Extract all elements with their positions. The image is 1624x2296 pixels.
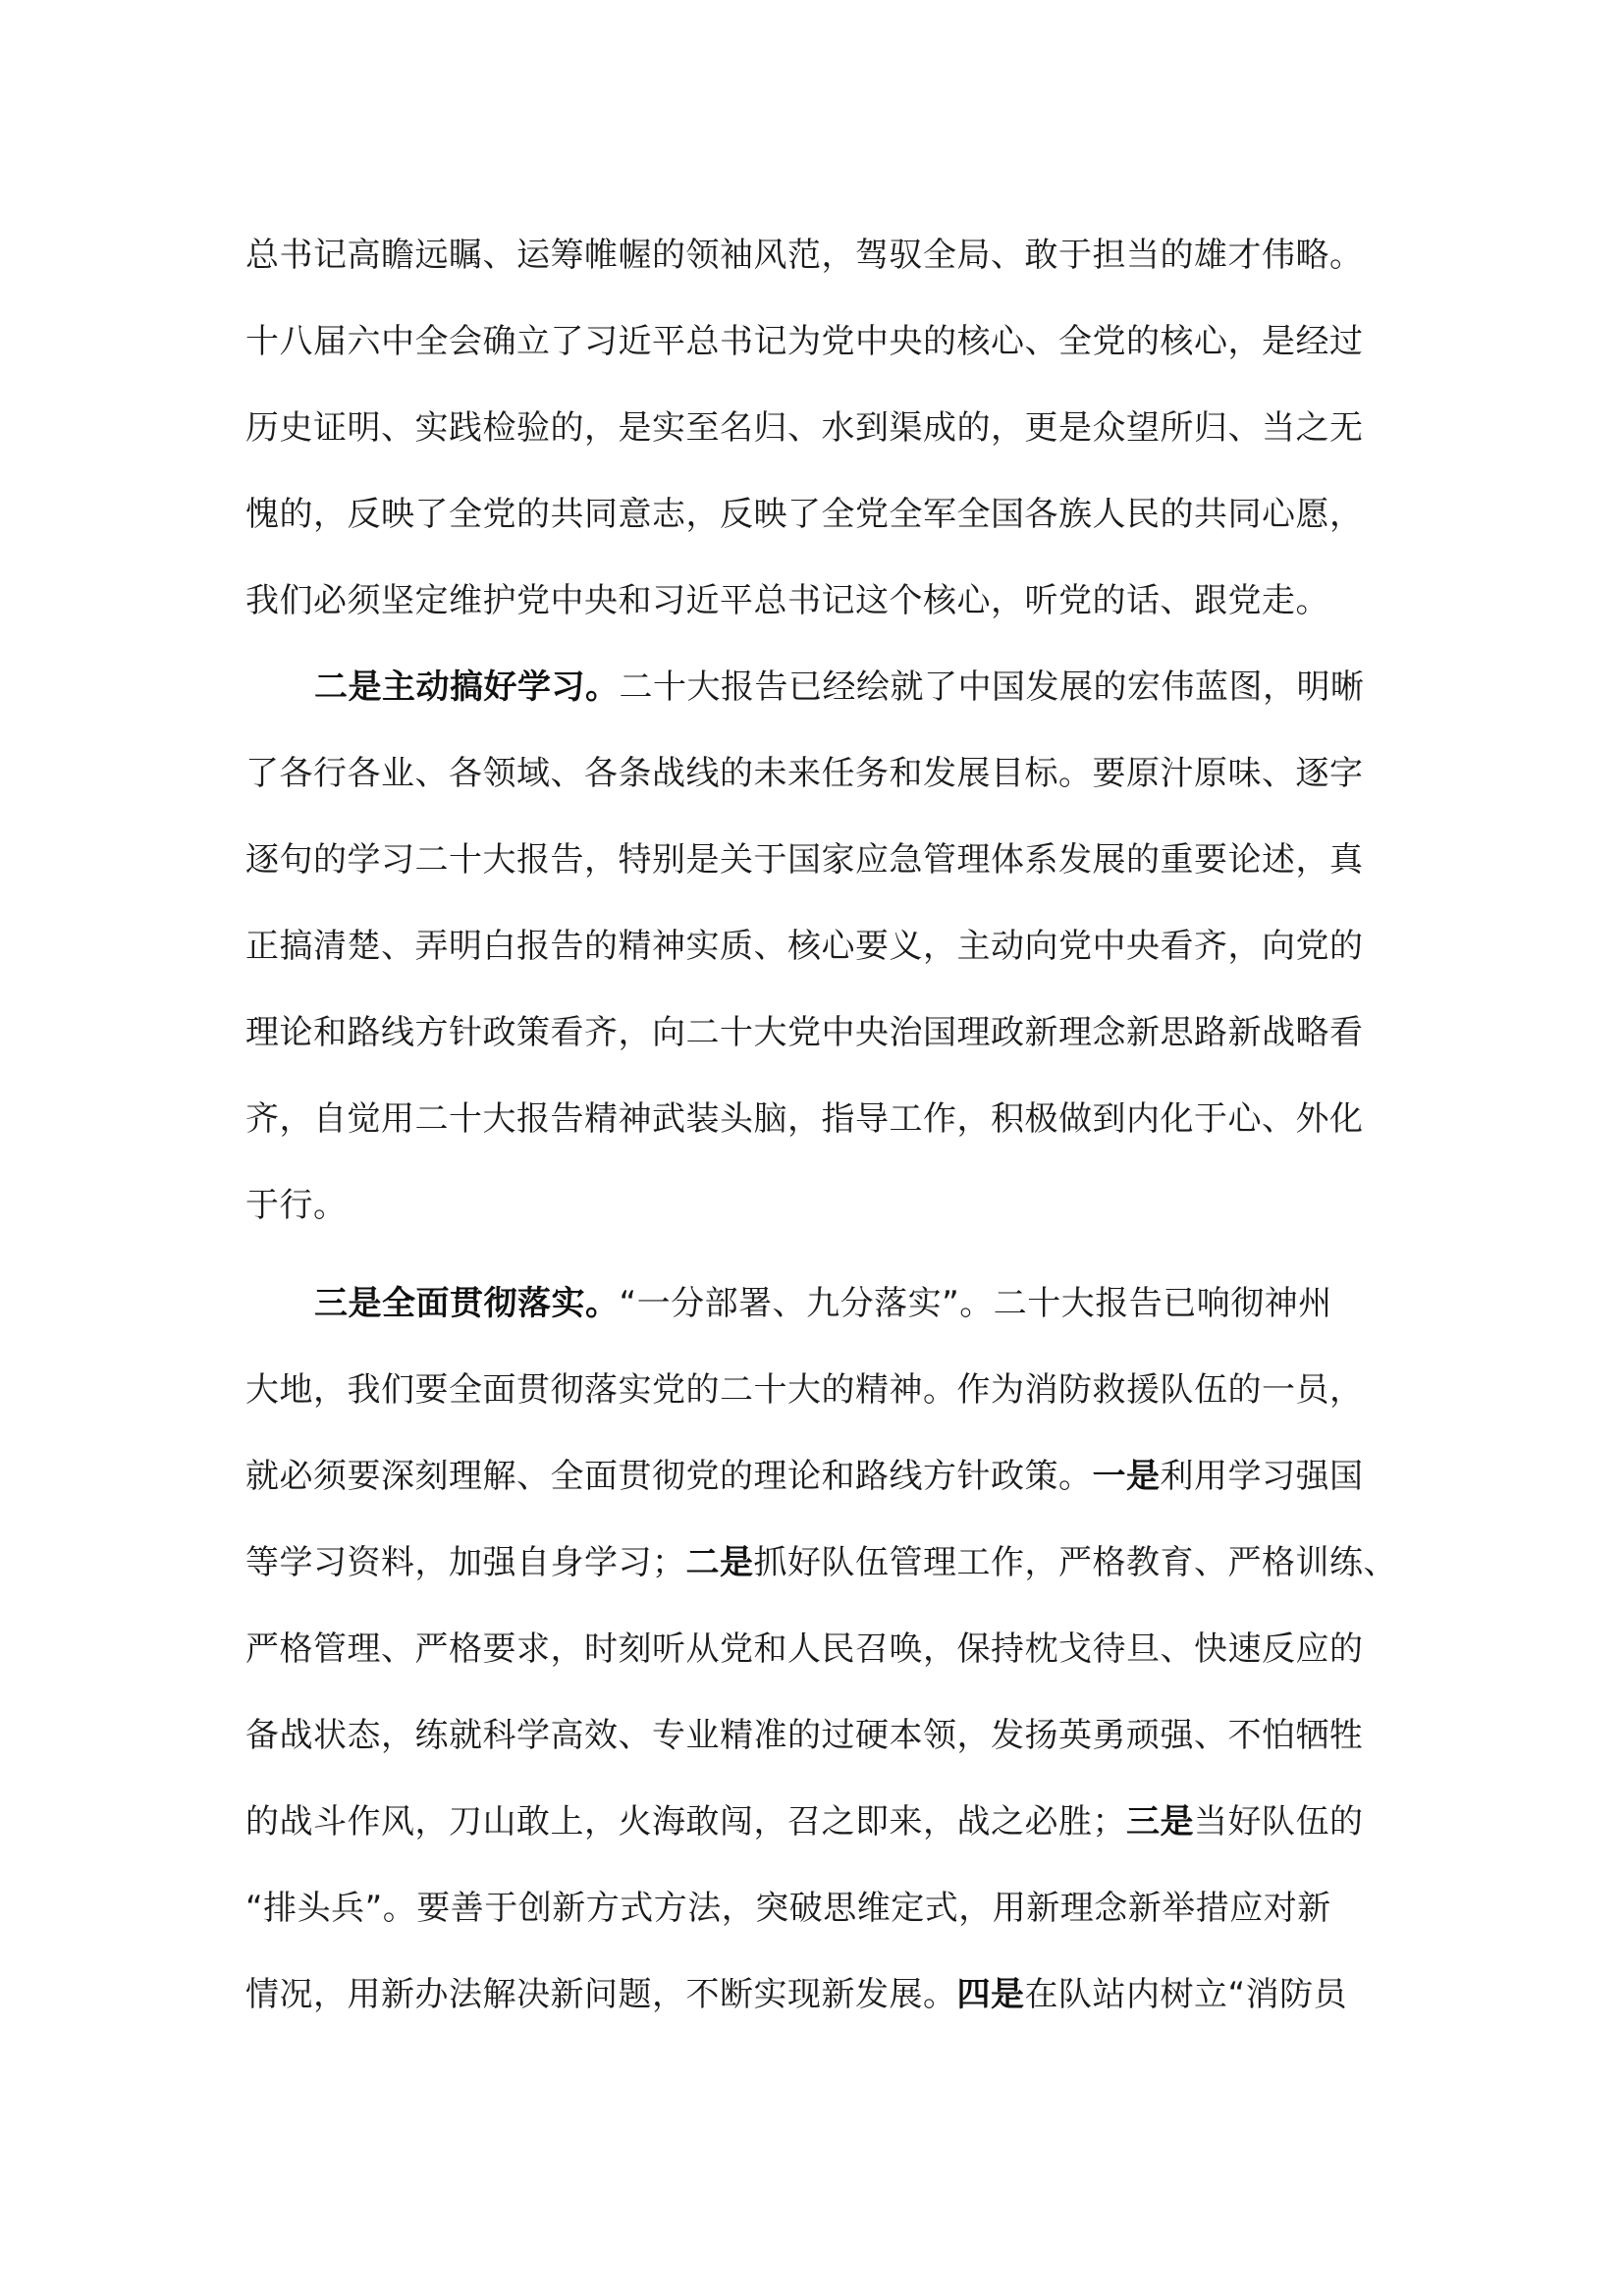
text-span: 情况，用新办法解决新问题，不断实现新发展。 <box>245 1975 957 2014</box>
paragraph-3 <box>245 1276 1397 2054</box>
text-span: 当好队伍的 <box>1194 1802 1364 1842</box>
text-line: 备战状态，练就科学高效、专业精准的过硬本领，发扬英勇顽强、不怕牺牲 <box>245 1716 1364 1755</box>
paragraph-2 <box>245 660 1394 1276</box>
text-line <box>245 1535 1397 1622</box>
text-span: 在队站内树立“消防员 <box>1024 1975 1348 2014</box>
text-line: 于行。 <box>245 1186 348 1225</box>
text-line: 正搞清楚、弄明白报告的精神实质、核心要义，主动向党中央看齐，向党的 <box>245 927 1364 966</box>
list-marker: 二是 <box>685 1543 754 1582</box>
text-line <box>245 1794 1394 1881</box>
text-line: 严格管理、严格要求，时刻听从党和人民召唤，保持枕戈待旦、快速反应的 <box>245 1629 1364 1669</box>
text-line <box>245 1276 1394 1362</box>
paragraph-1 <box>245 228 1394 660</box>
text-span: 就必须要深刻理解、全面贯彻党的理论和路线方针政策。 <box>245 1457 1093 1496</box>
text-line: 理论和路线方针政策看齐，向二十大党中央治国理政新理念新思路新战略看 <box>245 1013 1364 1052</box>
text-line: “排头兵”。要善于创新方式方法，突破思维定式，用新理念新举措应对新 <box>245 1889 1331 1928</box>
text-line: 愧的，反映了全党的共同意志，反映了全党全军全国各族人民的共同心愿， <box>245 495 1364 534</box>
text-line <box>245 1449 1394 1535</box>
text-span: 的战斗作风，刀山敢上，火海敢闯，召之即来，战之必胜； <box>245 1802 1126 1842</box>
text-span: 抓好队伍管理工作，严格教育、严格训练、 <box>753 1543 1397 1582</box>
text-line: 大地，我们要全面贯彻落实党的二十大的精神。作为消防救援队伍的一员， <box>245 1370 1364 1410</box>
text-span: “一分部署、九分落实”。二十大报告已响彻神州 <box>619 1284 1332 1323</box>
text-line: 了各行各业、各领域、各条战线的未来任务和发展目标。要原汁原味、逐字 <box>245 754 1364 793</box>
text-line <box>245 1967 1394 2054</box>
list-marker: 三是 <box>1126 1802 1194 1842</box>
text-line: 十八届六中全会确立了习近平总书记为党中央的核心、全党的核心，是经过 <box>245 322 1364 361</box>
text-line: 历史证明、实践检验的，是实至名归、水到渠成的，更是众望所归、当之无 <box>245 408 1364 448</box>
text-span: 利用学习强国 <box>1160 1457 1364 1496</box>
list-marker: 四是 <box>956 1975 1025 2014</box>
paragraph-heading: 三是全面贯彻落实。 <box>314 1284 620 1323</box>
text-line: 总书记高瞻远瞩、运筹帷幄的领袖风范，驾驭全局、敢于担当的雄才伟略。 <box>245 236 1364 275</box>
text-line <box>245 660 1394 746</box>
text-span: 等学习资料，加强自身学习； <box>245 1543 686 1582</box>
text-span: 二十大报告已经绘就了中国发展的宏伟蓝图，明晰 <box>619 667 1365 707</box>
document-body <box>245 228 1397 2054</box>
paragraph-heading: 二是主动搞好学习。 <box>314 667 620 707</box>
list-marker: 一是 <box>1092 1457 1161 1496</box>
text-line: 齐，自觉用二十大报告精神武装头脑，指导工作，积极做到内化于心、外化 <box>245 1099 1364 1139</box>
text-line: 我们必须坚定维护党中央和习近平总书记这个核心，听党的话、跟党走。 <box>245 581 1329 620</box>
text-line: 逐句的学习二十大报告，特别是关于国家应急管理体系发展的重要论述，真 <box>245 840 1364 880</box>
